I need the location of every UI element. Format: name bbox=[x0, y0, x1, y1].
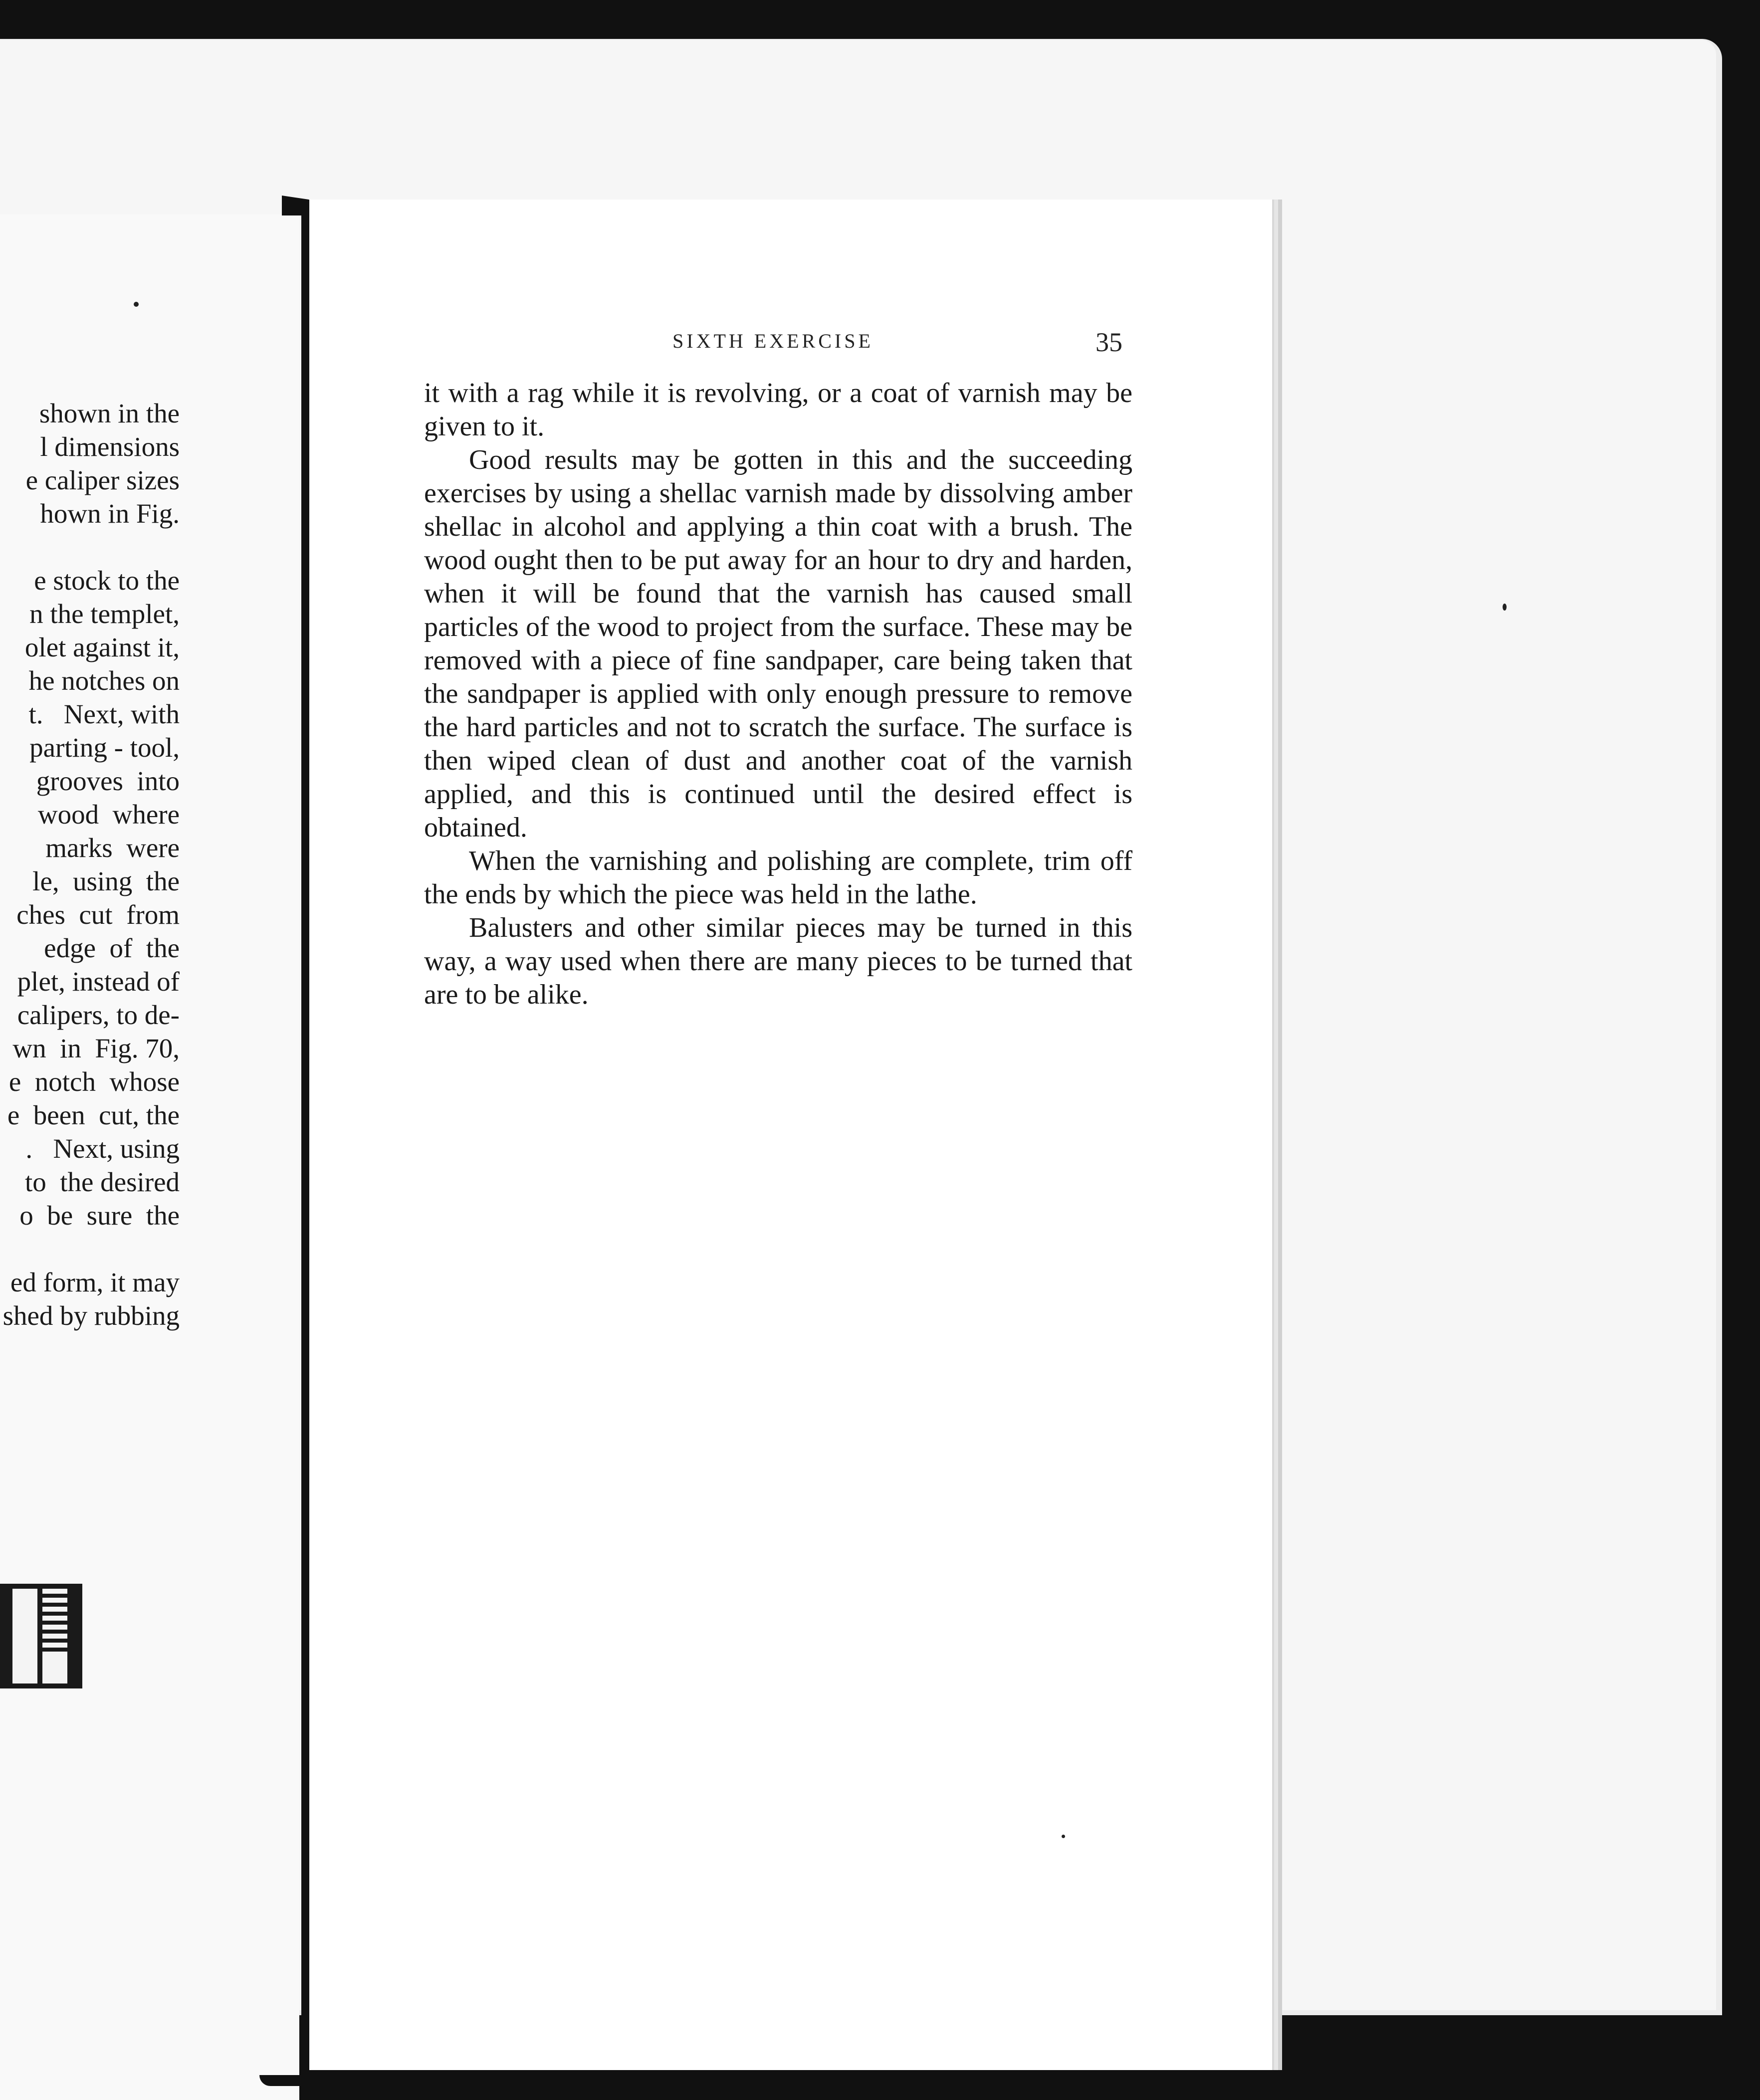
left-page-line: shown in the bbox=[39, 398, 180, 428]
left-page-line: t. Next, with bbox=[28, 699, 180, 729]
left-page bbox=[0, 214, 299, 2100]
gutter-bottom bbox=[259, 2075, 369, 2086]
left-page-line: hown in Fig. bbox=[40, 498, 180, 529]
left-page-line: le, using the bbox=[32, 866, 180, 896]
running-head: SIXTH EXERCISE bbox=[672, 330, 874, 352]
left-page-line: olet against it, bbox=[24, 632, 180, 662]
left-page-line: shed by rubbing bbox=[2, 1300, 180, 1331]
body-text bbox=[424, 377, 1132, 1012]
left-page-line: marks were bbox=[45, 833, 180, 863]
left-page-line: ches cut from bbox=[16, 899, 180, 930]
left-page-line: o be sure the bbox=[19, 1200, 180, 1231]
left-page-line bbox=[0, 530, 180, 564]
left-page-line: plet, instead of bbox=[17, 966, 180, 997]
paragraph: Good results may be gotten in this and the succeeding exercises by using a shellac varnish made by dissolving amber shellac in alcohol and applying a thin coat with a brush. The wood ought then to be put away for an hour to dry and harden, when it will be found that the varnish has caused small particles of the wood to project from the surface. These may be removed with a piece of fine sandpaper, care being taken that the sandpaper is applied with only enough pressure to remove the hard particles and not to scratch the surface. The surface is then wiped clean of dust and another coat of the varnish applied, and this is continued until the desired effect is obtained. bbox=[424, 444, 1132, 843]
left-page-line: n the templet, bbox=[29, 599, 180, 629]
paragraph: When the varnishing and polishing are complete, trim off the ends by which the piece was held in the lathe. bbox=[424, 845, 1132, 910]
left-page-line: l dimensions bbox=[40, 431, 180, 462]
scan-speck bbox=[1062, 1835, 1065, 1838]
left-page-line: calipers, to de- bbox=[17, 1000, 180, 1030]
left-page-line: parting - tool, bbox=[29, 732, 180, 763]
page-number: 35 bbox=[1096, 327, 1122, 357]
left-page-line: e notch whose bbox=[8, 1066, 180, 1097]
scan-speck bbox=[134, 302, 139, 307]
book-gutter bbox=[301, 214, 309, 2085]
left-page-line: wn in Fig. 70, bbox=[12, 1033, 180, 1063]
left-page-line bbox=[0, 1232, 180, 1265]
left-page-text bbox=[0, 397, 180, 1332]
left-page-line: grooves into bbox=[36, 766, 180, 796]
left-page-line: e been cut, the bbox=[7, 1100, 180, 1130]
left-page-figure-fragment bbox=[0, 1584, 82, 1688]
left-page-line: wood where bbox=[37, 799, 180, 830]
left-page-line: edge of the bbox=[44, 933, 180, 963]
paragraph: it with a rag while it is revolving, or a coat of varnish may be given to it. bbox=[424, 378, 1132, 442]
left-page-line: e stock to the bbox=[34, 565, 180, 596]
left-page-line: ed form, it may bbox=[10, 1267, 180, 1297]
left-page-line: to the desired bbox=[24, 1167, 180, 1197]
scan-speck bbox=[1503, 604, 1507, 611]
left-page-line: e caliper sizes bbox=[25, 465, 180, 495]
paragraph: Balusters and other similar pieces may be turned in this way, a way used when there are many pieces to be turned that are to be alike. bbox=[424, 912, 1132, 1010]
left-page-line: . Next, using bbox=[25, 1133, 180, 1164]
left-page-line: he notches on bbox=[28, 665, 180, 696]
